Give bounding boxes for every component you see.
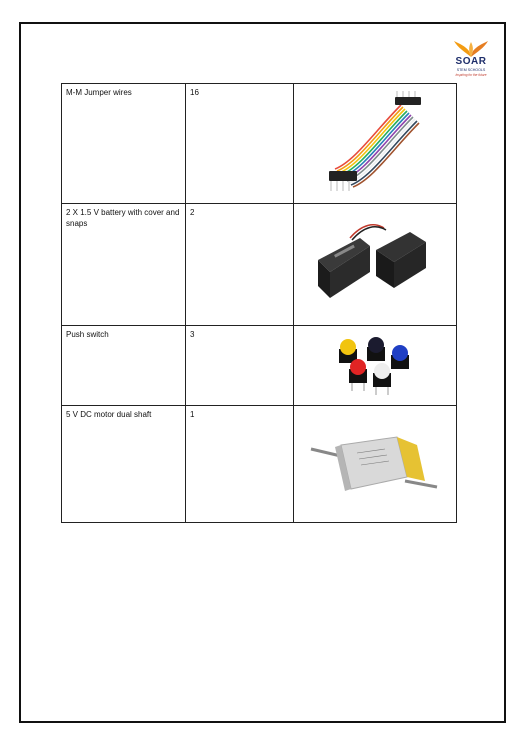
item-name: 5 V DC motor dual shaft: [62, 406, 186, 523]
item-quantity: 1: [186, 406, 294, 523]
item-image-cell: [294, 326, 457, 406]
item-quantity: 16: [186, 84, 294, 204]
battery-holder-image: [294, 204, 456, 325]
item-name: Push switch: [62, 326, 186, 406]
item-image-cell: [294, 204, 457, 326]
item-quantity: 2: [186, 204, 294, 326]
components-table: [61, 83, 457, 523]
push-switch-image: [294, 326, 456, 405]
item-image-cell: [294, 84, 457, 204]
item-name: M-M Jumper wires: [62, 84, 186, 204]
table-row: [62, 204, 457, 326]
item-name: 2 X 1.5 V battery with cover and snaps: [62, 204, 186, 326]
soar-logo: [448, 40, 494, 84]
jumper-wires-image: [294, 84, 456, 203]
dc-motor-image: [294, 406, 456, 522]
table-row: [62, 84, 457, 204]
logo-tagline: Inspiring for the future: [455, 73, 487, 77]
table-row: [62, 326, 457, 406]
table-row: [62, 406, 457, 523]
logo-subtitle: STEM SCHOOLS: [456, 68, 486, 72]
item-image-cell: [294, 406, 457, 523]
item-quantity: 3: [186, 326, 294, 406]
logo-wordmark: SOAR: [455, 56, 487, 67]
